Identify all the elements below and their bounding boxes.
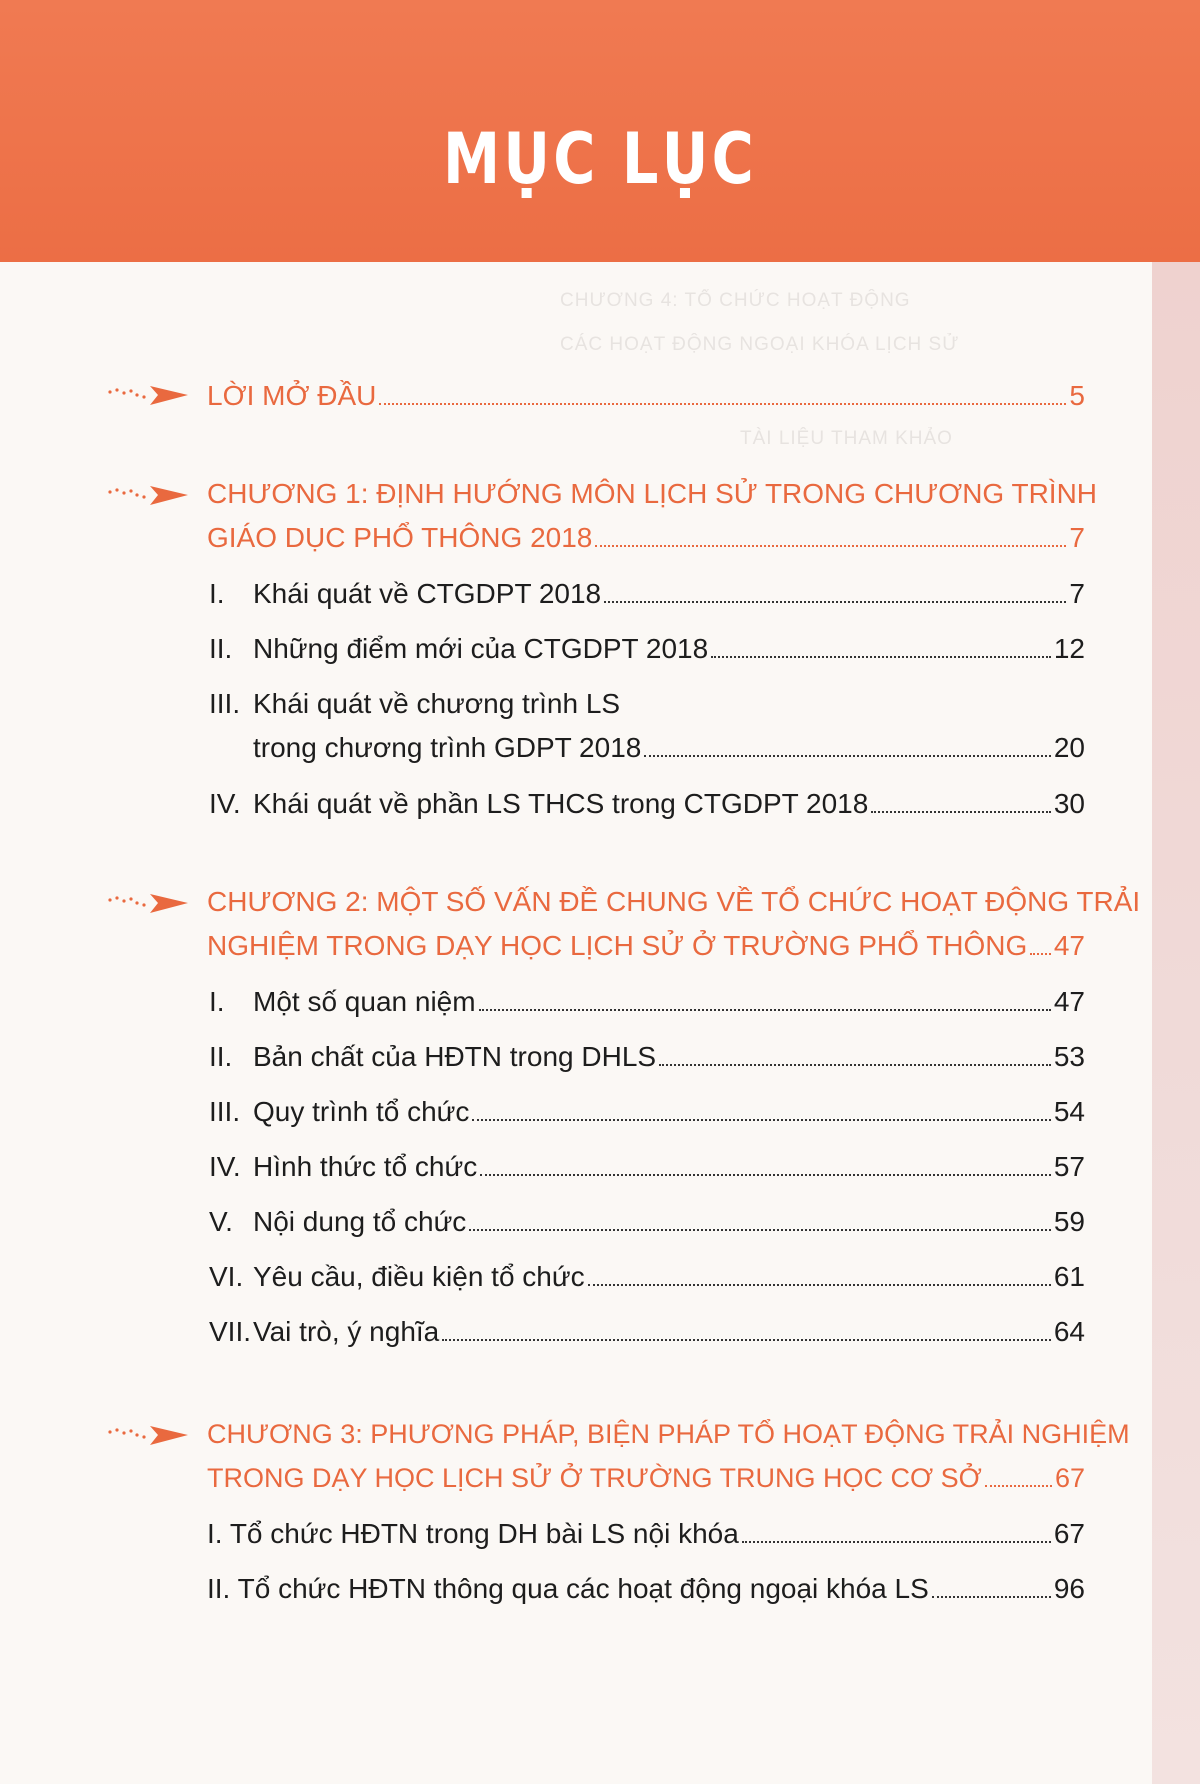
arrow-bullet-icon [104,1420,189,1450]
page-number: 59 [1053,1206,1085,1237]
item-number: II. [209,633,233,664]
ghost-text: CÁC HOẠT ĐỘNG NGOẠI KHÓA LỊCH SỬ [560,334,960,355]
item-label: Khái quát về chương trình LS [253,688,621,719]
dot-leader [480,1174,1051,1176]
toc-entry-1-4[interactable] [209,782,1085,826]
dot-leader [479,1009,1051,1011]
arrow-bullet-icon [104,380,189,410]
dot-leader [442,1339,1051,1341]
toc-entry-2-1[interactable] [209,980,1085,1024]
page-number: 64 [1053,1316,1085,1347]
chapter-title-line2: NGHIỆM TRONG DẠY HỌC LỊCH SỬ Ở TRƯỜNG PHỔ THÔNG [207,930,1028,961]
dot-leader [595,545,1066,547]
page-number: 53 [1053,1041,1085,1072]
page-number: 67 [1054,1463,1085,1493]
toc-entry-2-2[interactable] [209,1035,1085,1079]
page-title: MỤC LỤC [442,118,758,200]
item-label: Khái quát về CTGDPT 2018 [253,578,602,609]
dot-leader [742,1541,1051,1543]
page-number: 7 [1069,578,1085,609]
item-label-line2: trong chương trình GDPT 2018 [253,732,642,763]
item-label: Một số quan niệm [253,986,476,1017]
ghost-text: TÀI LIỆU THAM KHẢO [740,428,953,449]
page-number: 61 [1053,1261,1085,1292]
item-label: Yêu cầu, điều kiện tổ chức [253,1261,585,1292]
toc-entry-2-7[interactable] [209,1310,1085,1354]
item-number: IV. [209,788,241,819]
dot-leader [932,1596,1051,1598]
item-number: I. [209,578,225,609]
dot-leader [604,601,1066,603]
page-number: 67 [1053,1518,1085,1549]
toc-entry-intro[interactable] [207,374,1085,418]
page-number: 54 [1053,1096,1085,1127]
chapter-title-line2: GIÁO DỤC PHỔ THÔNG 2018 [207,522,593,553]
page-number: 12 [1053,633,1085,664]
chapter-title-line1: CHƯƠNG 1: ĐỊNH HƯỚNG MÔN LỊCH SỬ TRONG CHƯƠNG TRÌNH [207,478,1098,509]
dot-leader [469,1229,1051,1231]
entry-label: LỜI MỞ ĐẦU [207,380,377,411]
toc-entry-chapter-2[interactable] [207,880,1141,968]
item-number: II. [209,1041,233,1072]
item-number: VI. [209,1261,244,1292]
toc-entry-1-1[interactable] [209,572,1085,616]
toc-entry-chapter-3[interactable] [207,1412,1130,1500]
toc-entry-3-2[interactable] [207,1567,1085,1611]
ghost-text: CHƯƠNG 4: TỔ CHỨC HOẠT ĐỘNG [560,290,911,311]
dot-leader [659,1064,1051,1066]
item-label: Nội dung tổ chức [253,1206,467,1237]
toc-entry-2-3[interactable] [209,1090,1085,1134]
item-label: Bản chất của HĐTN trong DHLS [253,1041,657,1072]
dot-leader [985,1485,1052,1487]
toc-entry-3-1[interactable] [207,1512,1085,1556]
toc-entry-2-4[interactable] [209,1145,1085,1189]
item-number: I. [209,986,225,1017]
chapter-title-line1: CHƯƠNG 3: PHƯƠNG PHÁP, BIỆN PHÁP TỔ HOẠT ĐỘNG TRẢI NGHIỆM [207,1419,1130,1449]
page-number: 57 [1053,1151,1085,1182]
dot-leader [379,403,1066,405]
item-number: III. [209,1096,241,1127]
item-label: II. Tổ chức HĐTN thông qua các hoạt động ngoại khóa LS [207,1573,929,1604]
page-number: 7 [1069,522,1085,553]
page-number: 20 [1053,732,1085,763]
item-label: Những điểm mới của CTGDPT 2018 [253,633,709,664]
toc-entry-2-5[interactable] [209,1200,1085,1244]
dot-leader [588,1284,1051,1286]
page-number: 96 [1053,1573,1085,1604]
dot-leader [871,811,1051,813]
toc-entry-1-2[interactable] [209,627,1085,671]
chapter-title-line1: CHƯƠNG 2: MỘT SỐ VẤN ĐỀ CHUNG VỀ TỔ CHỨC HOẠT ĐỘNG TRẢI [207,886,1141,917]
toc-entry-chapter-1[interactable] [207,472,1098,560]
item-number: III. [209,688,241,719]
page-number: 47 [1053,986,1085,1017]
item-number: IV. [209,1151,241,1182]
dot-leader [711,656,1051,658]
item-label: Khái quát về phần LS THCS trong CTGDPT 2018 [253,788,869,819]
item-label: Quy trình tổ chức [253,1096,470,1127]
dot-leader [472,1119,1050,1121]
toc-entry-1-3[interactable] [209,682,1085,770]
item-label: Hình thức tổ chức [253,1151,478,1182]
item-label: I. Tổ chức HĐTN trong DH bài LS nội khóa [207,1518,739,1549]
page-number: 47 [1053,930,1085,961]
dot-leader [644,755,1050,757]
arrow-bullet-icon [104,888,189,918]
dot-leader [1030,953,1051,955]
item-number: V. [209,1206,233,1237]
chapter-title-line2: TRONG DẠY HỌC LỊCH SỬ Ở TRƯỜNG TRUNG HỌC CƠ SỞ [207,1463,982,1493]
toc-entry-2-6[interactable] [209,1255,1085,1299]
page-number: 30 [1053,788,1085,819]
arrow-bullet-icon [104,480,189,510]
item-label: Vai trò, ý nghĩa [253,1316,440,1347]
page-number: 5 [1069,380,1085,411]
item-number: VII. [209,1316,252,1347]
